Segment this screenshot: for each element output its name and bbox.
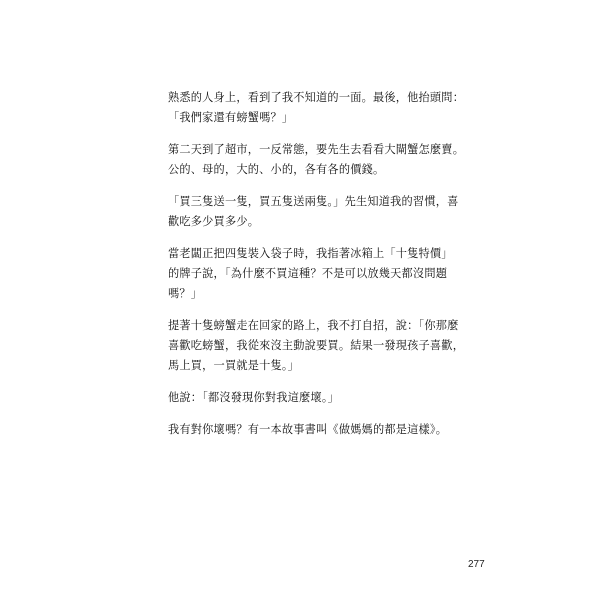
text-line: 提著十隻螃蟹走在回家的路上，我不打自招，說：「你那麼 — [168, 319, 459, 332]
text-line: 喜歡吃螃蟹，我從來沒主動說要買。結果一發現孩子喜歡， — [168, 339, 465, 352]
text-line: 「我們家還有螃蟹嗎？」 — [168, 111, 294, 124]
paragraph-6 — [168, 388, 458, 408]
body-text — [168, 88, 465, 452]
text-line: 第二天到了超市，一反常態，要先生去看看大閘蟹怎麼賣。 — [168, 143, 465, 156]
paragraph-4 — [168, 244, 458, 304]
text-line: 歡吃多少買多少。 — [168, 215, 260, 228]
text-line: 馬上買，一買就是十隻。」 — [168, 359, 300, 372]
text-line: 他說：「都沒發現你對我這麼壞。」 — [168, 391, 340, 404]
paragraph-7 — [168, 420, 458, 440]
text-line: 的牌子說，「為什麼不買這種？不是可以放幾天都沒問題 — [168, 267, 448, 280]
paragraph-2 — [168, 140, 465, 180]
text-line: 「買三隻送一隻，買五隻送兩隻。」先生知道我的習慣，喜 — [168, 195, 459, 208]
page-number: 277 — [468, 559, 485, 570]
text-line: 嗎？」 — [168, 287, 203, 300]
text-line: 當老闆正把四隻裝入袋子時，我指著冰箱上「十隻特價」 — [168, 247, 453, 260]
text-line: 我有對你壞嗎？有一本故事書叫《做媽媽的都是這樣》。 — [168, 423, 448, 436]
paragraph-5 — [168, 316, 465, 376]
text-line: 公的、母的，大的、小的，各有各的價錢。 — [168, 163, 385, 176]
paragraph-1 — [168, 88, 465, 128]
text-line: 熟悉的人身上，看到了我不知道的一面。最後，他抬頭問： — [168, 91, 465, 104]
paragraph-3 — [168, 192, 458, 232]
